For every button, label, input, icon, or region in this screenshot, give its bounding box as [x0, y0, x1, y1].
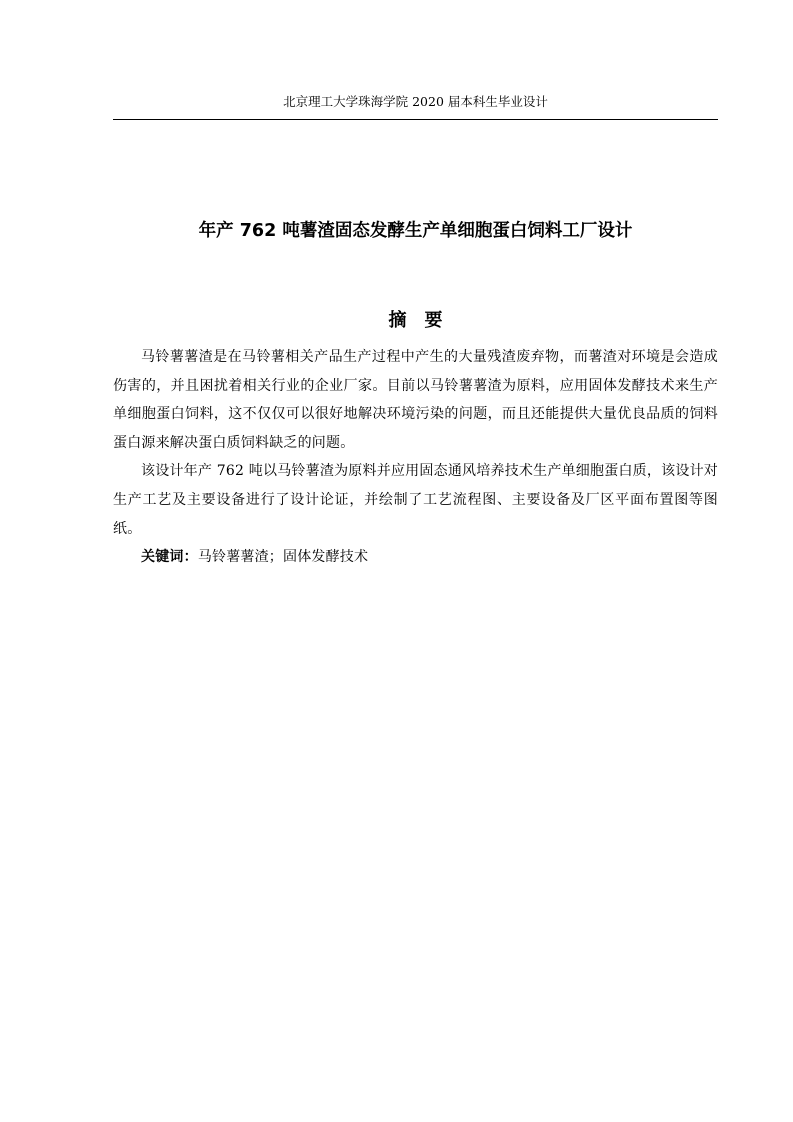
keywords-line: [113, 543, 718, 572]
document-title: 年产 762 吨薯渣固态发酵生产单细胞蛋白饲料工厂设计: [198, 221, 633, 241]
abstract-paragraph-1: 马铃薯薯渣是在马铃薯相关产品生产过程中产生的大量残渣废弃物，而薯渣对环境是会造成伤害的，并且困扰着相关行业的企业厂家。目前以马铃薯薯渣为原料，应用固体发酵技术来生产单细胞蛋白饲料，这不仅仅可以很好地解决环境污染的问题，而且还能提供大量优良品质的饲料蛋白源来解决蛋白质饲料缺乏的问题。: [113, 349, 718, 451]
abstract-paragraph-2: 该设计年产 762 吨以马铃薯渣为原料并应用固态通风培养技术生产单细胞蛋白质，该设计对生产工艺及主要设备进行了设计论证，并绘制了工艺流程图、主要设备及厂区平面布置图等图纸。: [113, 463, 718, 537]
page-header: [113, 93, 718, 120]
abstract-heading: 摘 要: [388, 310, 443, 331]
keywords-label: 关键词：: [141, 549, 198, 566]
keywords-value: 马铃薯薯渣；固体发酵技术: [197, 549, 369, 566]
header-text: 北京理工大学珠海学院 2020 届本科生毕业设计: [283, 94, 548, 109]
abstract-body: [113, 343, 718, 572]
